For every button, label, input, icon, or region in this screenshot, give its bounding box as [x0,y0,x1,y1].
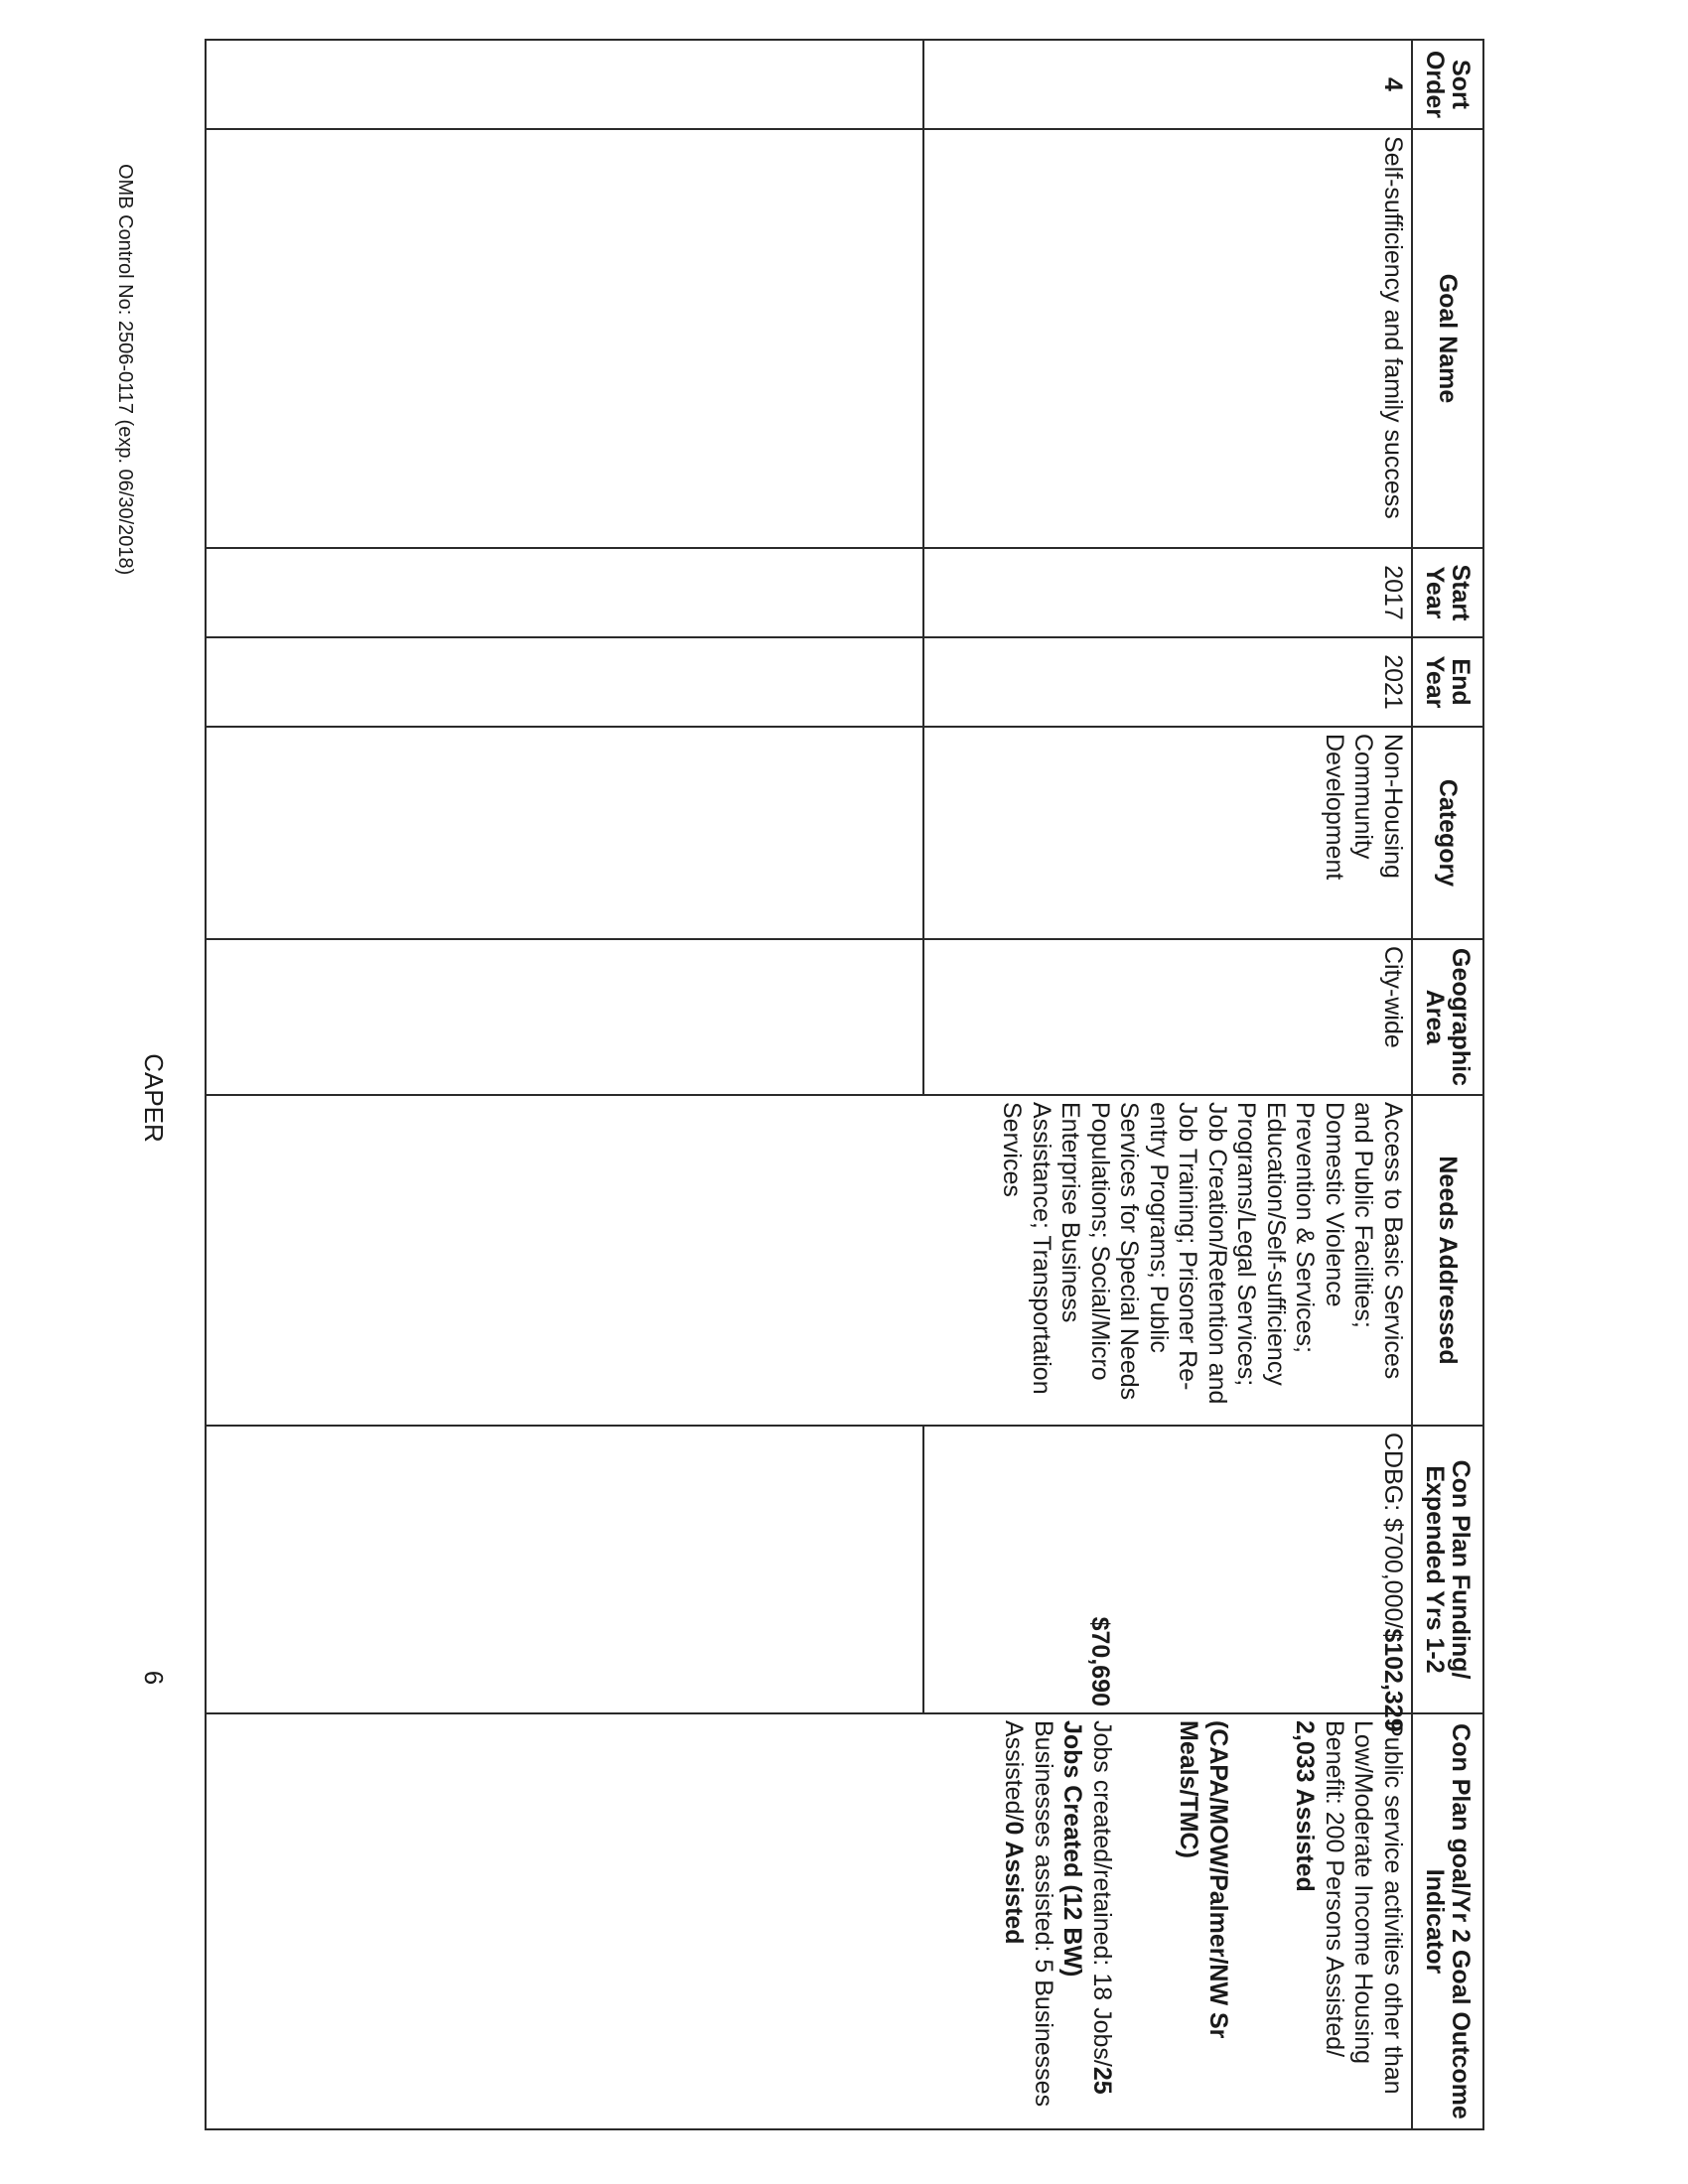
cell-empty [206,939,923,1095]
cell-sort-order: 4 [923,40,1412,129]
funding-second: $70,690 [1086,1616,1115,1706]
funding-prefix: CDBG: $700,000/ [1379,1433,1407,1629]
header-row [1412,40,1483,2129]
outcome-3-text: Businesses assisted: 5 Businesses Assisted/ [1000,1720,1057,2108]
outcome-2-bold: 25 Jobs Created (12 BW) [1058,1720,1116,2095]
header-geographic-area: Geographic Area [1412,939,1483,1095]
cell-empty [206,129,923,548]
cell-goal-name: Self-sufficiency and family success [923,129,1412,548]
header-outcome: Con Plan goal/Yr 2 Goal Outcome Indicator [1412,1713,1483,2129]
outcome-2-text: Jobs created/retained: 18 Jobs/ [1088,1720,1116,2067]
footer-omb-control: OMB Control No: 2506-0117 (exp. 06/30/2018) [114,164,136,576]
cell-category: Non-Housing Community Development [923,727,1412,939]
header-sort-order: Sort Order [1412,40,1483,129]
outcome-3-bold: 0 Assisted [1000,1821,1029,1945]
cell-funding [923,1426,1412,1732]
outcome-1 [1290,1720,1407,2122]
cell-empty [206,637,923,727]
outcome-3 [999,1720,1057,2122]
cell-geographic-area: City-wide [923,939,1412,1095]
header-end-year: End Year [1412,637,1483,727]
cell-empty [206,548,923,637]
outcome-2 [1057,1720,1116,2122]
cell-empty [206,1426,923,1713]
funding-line [1378,1433,1408,1732]
header-goal-name: Goal Name [1412,129,1483,548]
table-row [923,40,1412,2129]
cell-end-year: 2021 [923,637,1412,727]
header-funding: Con Plan Funding/ Expended Yrs 1-2 [1412,1426,1483,1713]
goals-table [205,39,1484,2130]
outcome-1-text: Public service activities other than Low/Moderate Income Housing Benefit: 200 Persons Assisted/ [1321,1720,1407,2095]
header-category: Category [1412,727,1483,939]
footer-page-number: 6 [139,1670,169,1686]
cell-empty [206,727,923,939]
header-start-year: Start Year [1412,548,1483,637]
cell-outcome [206,1713,1412,2129]
header-needs-addressed: Needs Addressed [1412,1095,1483,1426]
footer-doc-name: CAPER [139,1053,169,1143]
outcome-1-note: (CAPA/MOW/Palmer/NW Sr Meals/TMC) [1175,1720,1232,2039]
funding-expended: $102,329 [1379,1628,1407,1732]
cell-needs-addressed: Access to Basic Services and Public Facilities; Domestic Violence Prevention & Services; Education/Self-sufficiency Programs/Legal Services; Job Creation/Retention and Job Training; Prisoner Re-entry Programs; Public Services for Special Needs Populations; Social/Micro Enterprise Business Assistance; Transportation Services [206,1095,1412,1426]
cell-empty [206,40,923,129]
cell-start-year: 2017 [923,548,1412,637]
outcome-1-bold: 2,033 Assisted [1291,1720,1320,1892]
